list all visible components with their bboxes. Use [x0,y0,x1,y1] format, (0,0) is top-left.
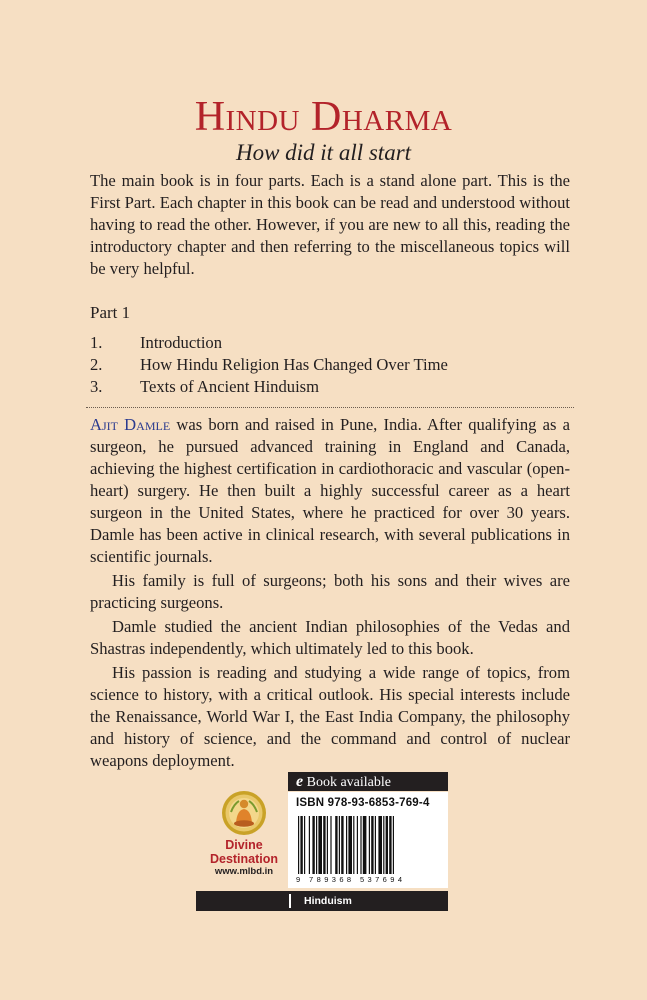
barcode-bar [316,816,317,874]
chapter-title: Introduction [140,333,223,352]
bio-paragraph-2: His family is full of surgeons; both his sons and their wives are practicing surgeons. [90,571,570,612]
barcode-bar [330,816,331,874]
chapter-number: 2. [90,355,103,374]
barcode-bar [304,816,305,874]
bio-paragraph-1 [90,414,570,568]
book-subtitle: How did it all start [235,140,412,165]
chapter-title: How Hindu Religion Has Changed Over Time [140,355,448,374]
chapter-number: 3. [90,377,103,396]
barcode-bar [363,816,367,874]
barcode-bar [309,816,310,874]
publisher-name-line-1: Divine [225,838,263,852]
barcode-bar [378,816,382,874]
barcode-panel [288,792,448,888]
barcode-bar [348,816,352,874]
barcode-bar [327,816,328,874]
chapter-title: Texts of Ancient Hinduism [140,377,320,396]
barcode-bar [369,816,370,874]
barcode-bar [360,816,361,874]
barcode-bar [353,816,354,874]
author-name: Ajit Damle [90,415,171,434]
barcode-bar [386,816,388,874]
publisher-name-line-2: Destination [209,852,279,866]
bio-paragraph-1-text: was born and raised in Pune, India. After qualifying as a surgeon, he pursued advanced training in England and Canada, achieving the highest certification in cardiothoracic and vascular (open-heart) surgery. He then built a highly successful career as a heart surgeon in the United States, where he practiced for over 30 years. Damle has been active in clinical research, with several publications in scientific journals. [90,415,570,566]
genre-separator [289,894,291,908]
author-bio [90,414,570,772]
genre-label: Hinduism [304,895,352,907]
barcode-bar [393,816,394,874]
barcode-bar [312,816,314,874]
bio-paragraph-4: His passion is reading and studying a wide range of topics, from science to history, with a critical outlook. His special interests include the Renaissance, World War I, the East India Company, the philosophy and history of science, and the command and control of nuclear weapons deployment. [90,663,570,770]
publisher-url: www.mlbd.in [214,866,274,877]
ebook-banner [288,772,448,791]
dotted-divider [86,407,574,408]
barcode-bar [298,816,299,874]
chapter-list [90,332,570,398]
barcode-bar [335,816,337,874]
barcode-digits: 9 789368 537694 [296,875,406,884]
bio-paragraph-3: Damle studied the ancient Indian philosophies of the Vedas and Shastras independently, which ultimately led to this book. [90,617,570,658]
seated-buddha-emblem-icon [221,790,267,836]
barcode-bar [318,816,322,874]
chapter-item [90,376,570,398]
isbn-text: ISBN 978-93-6853-769-4 [296,797,430,809]
barcode-bar [323,816,325,874]
chapter-item [90,332,570,354]
ebook-e-glyph: e [296,773,304,790]
chapter-item [90,354,570,376]
barcode-bar [357,816,358,874]
barcode-bar [339,816,340,874]
publisher-block [202,790,286,878]
ebook-label: Book available [303,775,391,790]
intro-paragraph: The main book is in four parts. Each is a stand alone part. This is the First Part. Each chapter in this book can be read and understood without having to read the other. However, if you are new to all this, reading the introductory chapter and then referring to the miscellaneous topics will be very helpful. [90,171,570,278]
part-heading: Part 1 [90,303,131,322]
chapter-number: 1. [90,333,103,352]
barcode-bar [300,816,302,874]
barcode-bar [375,816,376,874]
barcode-bar [389,816,391,874]
barcode-bar [341,816,343,874]
barcode-icon [296,816,442,874]
book-title: Hindu Dharma [194,94,453,140]
barcode-bar [383,816,384,874]
barcode-bar [346,816,347,874]
barcode-bar [371,816,373,874]
genre-bar [196,891,448,911]
